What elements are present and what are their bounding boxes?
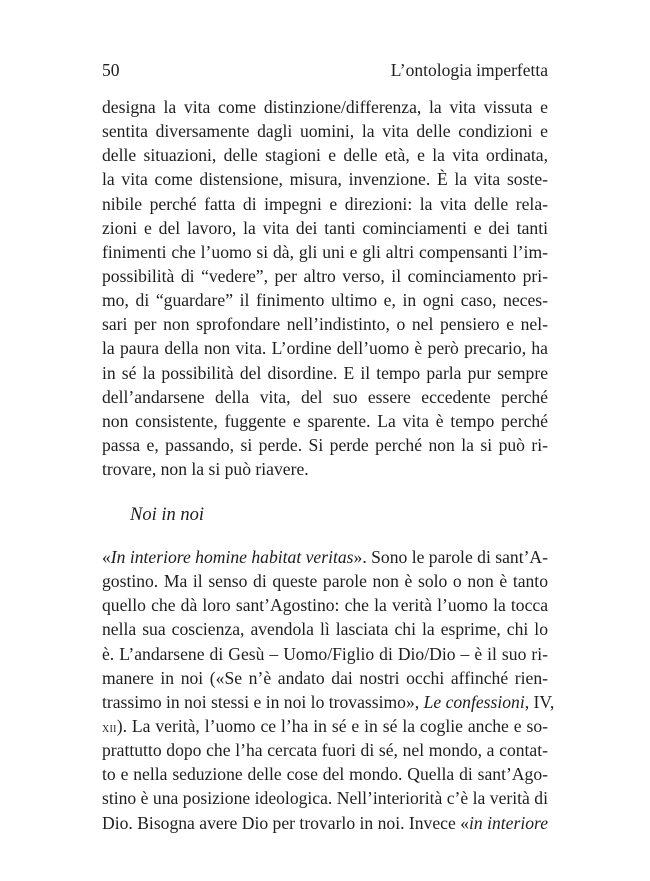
text-line: trovare, non la si può riavere. [102, 459, 309, 480]
text-line: possibilità di “vedere”, per altro verso, il cominciamento pri- [102, 265, 548, 286]
latin-quote: In interiore homine habitat veritas [110, 547, 354, 567]
running-title: L’ontologia imperfetta [390, 60, 548, 80]
text-line: la paura della non vita. L’ordine dell’uomo è però precario, ha [102, 338, 548, 359]
text-line: in sé la possibilità del disordine. E il tempo parla pur sempre [102, 362, 548, 383]
text-line: stino è una posizione ideologica. Nell’interiorità c’è la verità di [102, 788, 548, 809]
text-line: quello che dà loro sant’Agostino: che la verità l’uomo la tocca [102, 595, 548, 616]
quote-mark: » [353, 547, 363, 567]
text-run: ). La verità, l’uomo ce l’ha in sé e in sé la coglie anche e so- [116, 715, 548, 736]
running-head [102, 58, 548, 82]
roman-numeral: xii [102, 719, 117, 736]
text-line: zioni e del lavoro, la vita dei tanti cominciamenti e dei tanti [102, 217, 548, 238]
text-line: sentita diversamente dagli uomini, la vita delle condizioni e [102, 121, 548, 142]
quote-mark: « [102, 547, 111, 567]
text-line: prattutto dopo che l’ha cercata fuori di sé, nel mondo, a contat- [102, 740, 548, 761]
text-run: Dio. Bisogna avere Dio per trovarlo in noi. Invece « [102, 812, 469, 833]
paragraph-2 [102, 545, 555, 835]
text-line: to e nella seduzione delle cose del mondo. Quella di sant’Ago- [102, 764, 548, 785]
page-number: 50 [102, 60, 120, 80]
book-page [102, 0, 555, 881]
text-line: la vita come distensione, misura, invenzione. È la vita soste- [102, 169, 548, 190]
text-run: . Sono le parole di sant’A- [362, 547, 549, 567]
text-line: passa e, passando, si perde. Si perde perché non la si può ri- [102, 434, 548, 455]
text-line: è. L’andarsene di Gesù – Uomo/Figlio di Dio/Dio – è il suo ri- [102, 643, 548, 664]
text-line: designa la vita come distinzione/differenza, la vita vissuta e [102, 97, 548, 117]
text-run: , IV, [524, 691, 555, 712]
text-line [102, 690, 555, 714]
text-line: dell’andarsene della vita, del suo essere eccedente perché [102, 386, 548, 407]
text-line: sari per non sprofondare nell’indistinto, o nel pensiero e nel- [102, 314, 548, 335]
text-line: non consistente, fuggente e sparente. La vita è tempo perché [102, 410, 548, 431]
section-heading: Noi in noi [130, 505, 205, 525]
work-title: Le confessioni [423, 691, 525, 712]
text-line: delle situazioni, delle stagioni e delle età, e la vita ordinata, [102, 145, 548, 166]
text-line [102, 811, 548, 835]
text-line: nibile perché fatta di impegni e direzioni: la vita delle rela- [102, 193, 548, 214]
text-line: nella sua coscienza, avendola lì lasciata chi la esprime, chi lo [102, 619, 548, 640]
latin-quote-start: in interiore [469, 812, 549, 833]
text-line: manere in noi («Se n’è andato dai nostri occhi affinché rien- [102, 667, 548, 688]
text-line: mo, di “guardare” il finimento ultimo e, in ogni caso, neces- [102, 290, 548, 311]
text-run: trassimo in noi stessi e in noi lo trovassimo», [102, 691, 424, 712]
text-line: finimenti che l’uomo si dà, gli uni e gli altri compensanti l’im- [102, 241, 548, 262]
text-line [102, 714, 548, 738]
text-line: gostino. Ma il senso di queste parole non è solo o non è tanto [102, 571, 548, 592]
text-line [102, 545, 548, 569]
paragraph-1 [102, 95, 548, 481]
